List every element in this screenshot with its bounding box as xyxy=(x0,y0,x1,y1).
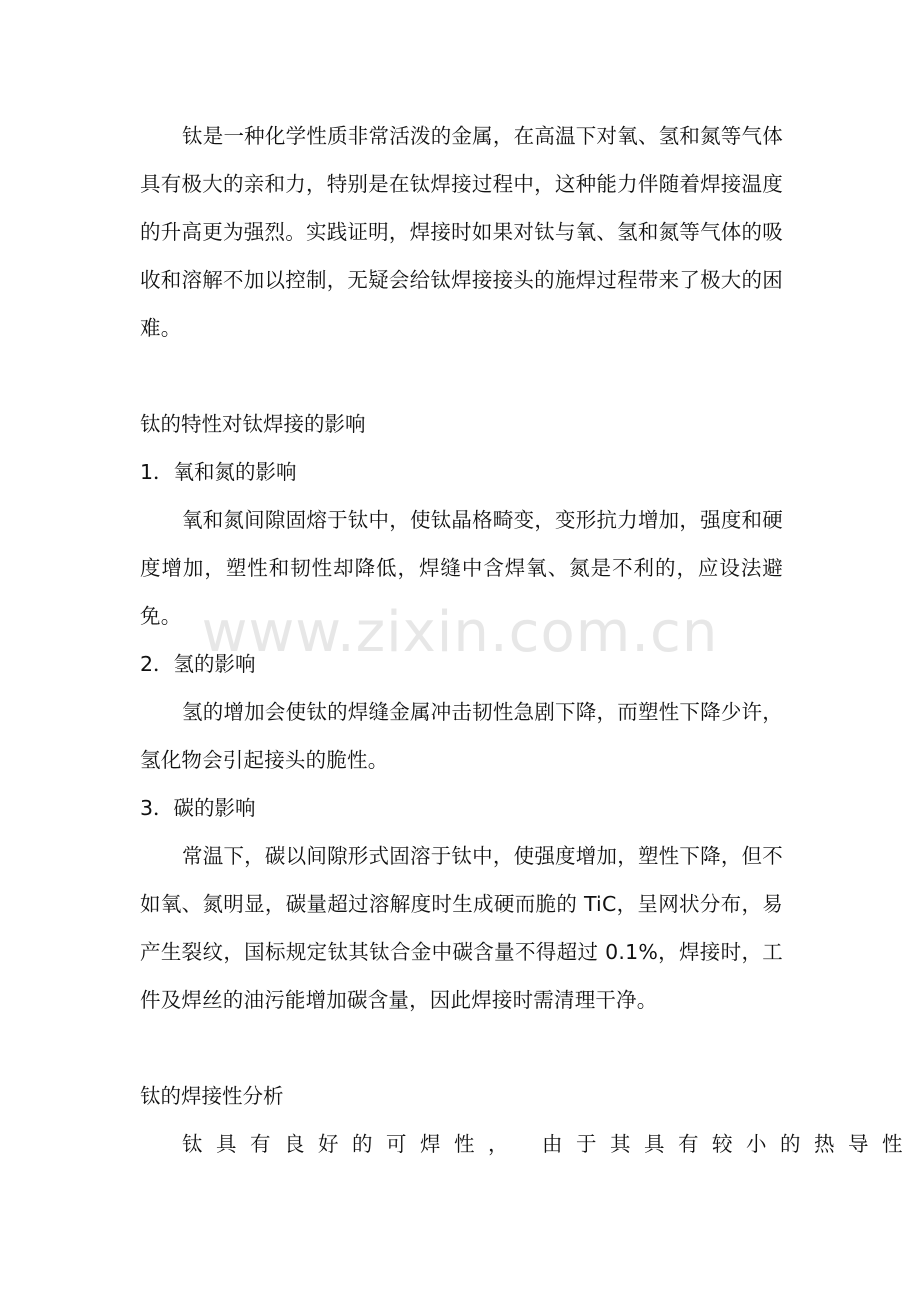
watermark: www.zixin.com.cn xyxy=(201,600,719,665)
section-title-weldability: 钛的焊接性分析 xyxy=(140,1084,284,1108)
item-heading-oxygen-nitrogen: 1．氧和氮的影响 xyxy=(140,460,297,484)
blank-line xyxy=(140,1024,783,1072)
item-body-oxygen-nitrogen: 氧和氮间隙固熔于钛中，使钛晶格畸变，变形抗力增加，强度和硬度增加，塑性和韧性却降低，焊缝中含焊氧、氮是不利的，应设法避免。 xyxy=(140,508,783,628)
blank-line xyxy=(140,352,783,400)
weldability-paragraph: 钛具有良好的可焊性， 由于其具有较小的热导性 xyxy=(182,1132,917,1156)
document-page xyxy=(140,112,917,1168)
item-heading-carbon: 3．碳的影响 xyxy=(140,796,256,820)
section-title-properties: 钛的特性对钛焊接的影响 xyxy=(140,412,366,436)
intro-paragraph: 钛是一种化学性质非常活泼的金属，在高温下对氧、氢和氮等气体具有极大的亲和力，特别是在钛焊接过程中，这种能力伴随着焊接温度的升高更为强烈。实践证明，焊接时如果对钛与氧、氢和氮等气体的吸收和溶解不加以控制，无疑会给钛焊接接头的施焊过程带来了极大的困难。 xyxy=(140,124,783,340)
item-heading-hydrogen: 2．氢的影响 xyxy=(140,652,256,676)
item-body-carbon: 常温下，碳以间隙形式固溶于钛中，使强度增加，塑性下降，但不如氧、氮明显，碳量超过溶解度时生成硬而脆的 TiC，呈网状分布，易产生裂纹，国标规定钛其钛合金中碳含量不得超过 0.1%，焊接时，工件及焊丝的油污能增加碳含量，因此焊接时需清理干净。 xyxy=(140,844,783,1012)
item-body-hydrogen: 氢的增加会使钛的焊缝金属冲击韧性急剧下降，而塑性下降少许，氢化物会引起接头的脆性。 xyxy=(140,700,783,772)
